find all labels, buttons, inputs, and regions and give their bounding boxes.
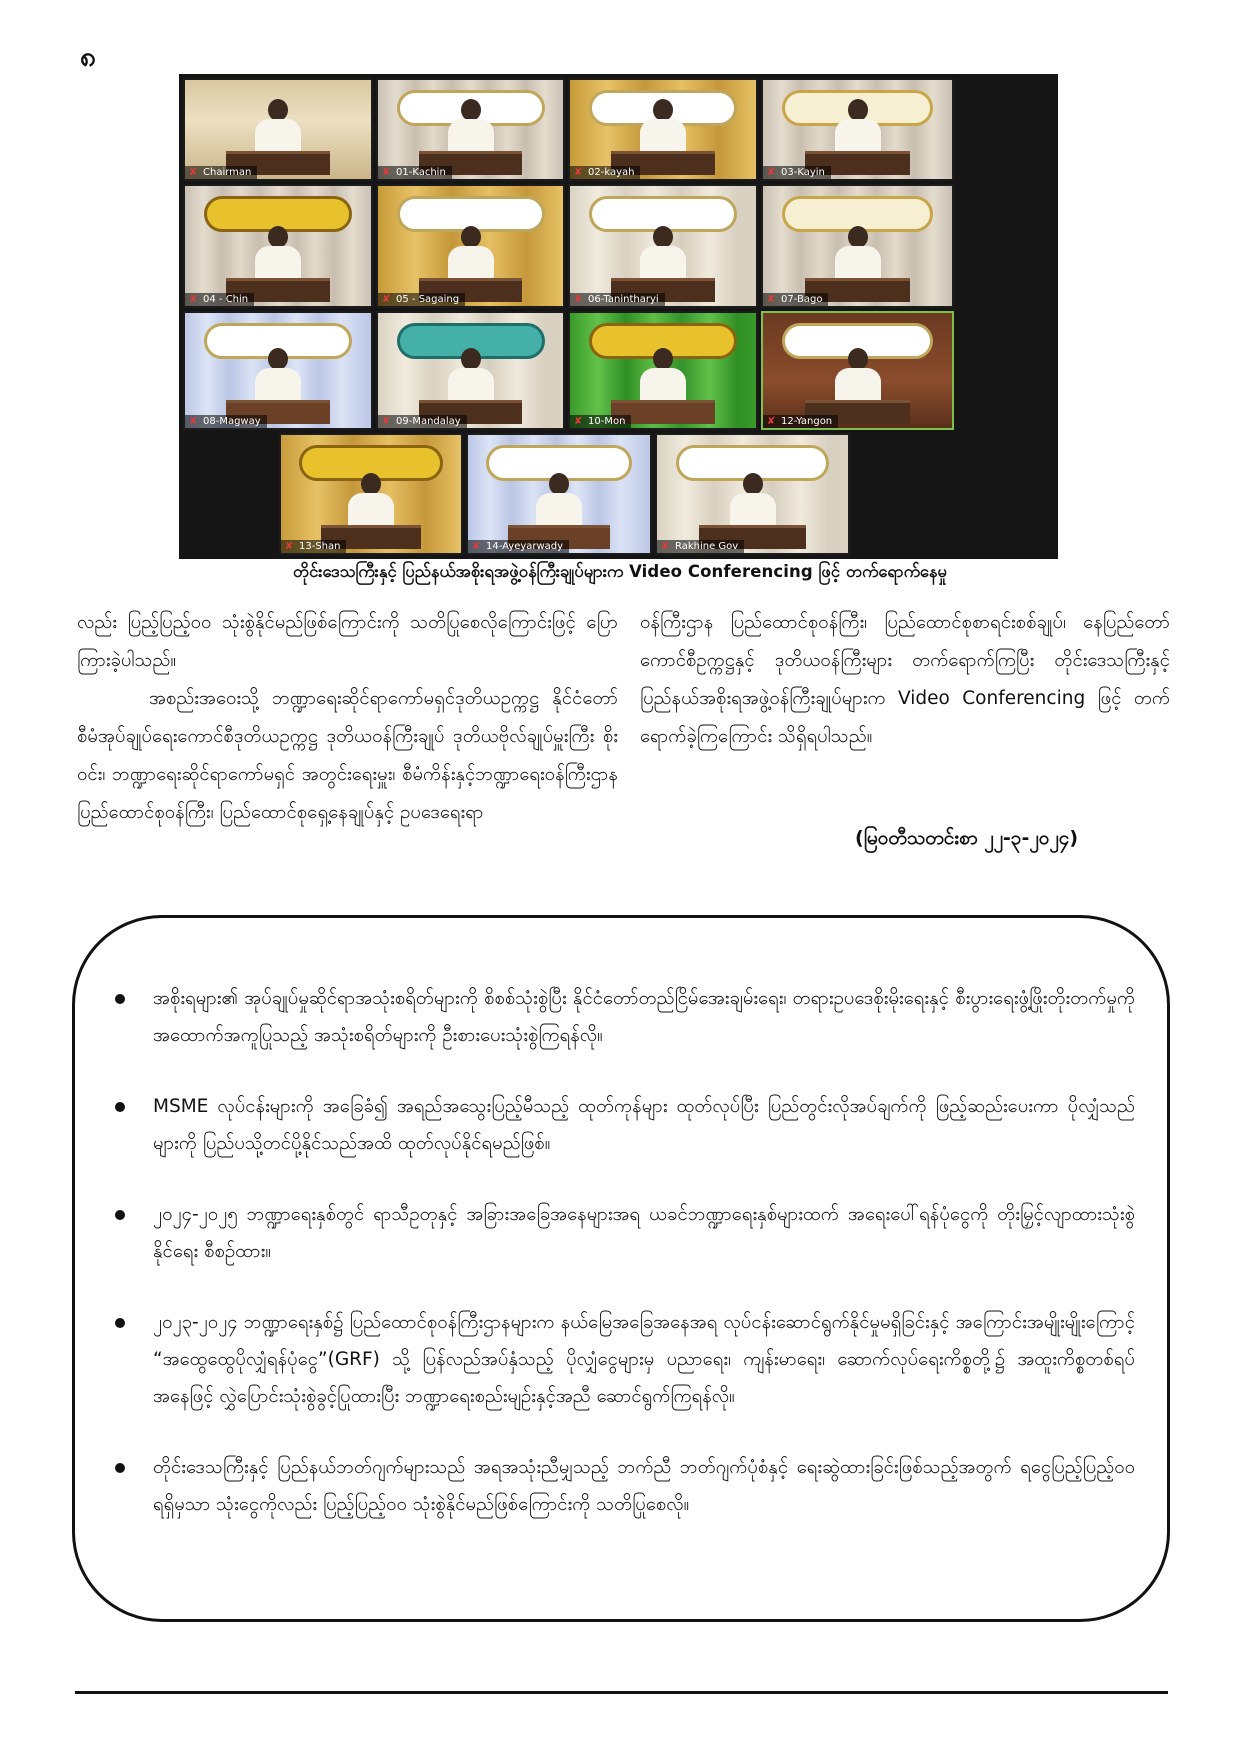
tile-label: ✘ 13-Shan: [281, 540, 346, 553]
bullet-icon: [115, 1102, 125, 1112]
video-tile: [568, 311, 758, 430]
bullet-text: ၂၀၂၃-၂၀၂၄ ဘဏ္ဍာရေးနှစ်၌ ပြည်ထောင်စုဝန်ကြီးဌာနများက နယ်မြေအခြေအနေအရ လုပ်ငန်းဆောင်ရွက်နိုင်မှုမရှိခြင်းနှင့် အကြောင်းအမျိုးမျိုးကြောင့် “အထွေထွေပိုလျှံရန်ပုံငွေ”(GRF) သို့ ပြန်လည်အပ်နှံသည့် ပိုလျှံငွေများမှ ပညာရေး၊ ကျန်းမာရေး၊ ဆောက်လုပ်ရေးကိစ္စတို့၌ အထူးကိစ္စတစ်ရပ်အနေဖြင့် လွှဲပြောင်းသုံးစွဲခွင့်ပြုထားပြီး ဘဏ္ဍာရေးစည်းမျဉ်းနှင့်အညီ ဆောင်ရွက်ကြရန်လို။: [153, 1312, 1135, 1407]
tile-label: ✘ 12-Yangon: [763, 415, 838, 428]
paragraph: ဝန်ကြီးဌာန ပြည်ထောင်စုဝန်ကြီး၊ ပြည်ထောင်စုစာရင်းစစ်ချုပ်၊ နေပြည်တော်ကောင်စီဥက္ကဋ္ဌနှင့် ဒုတိယဝန်ကြီးများ တက်ရောက်ကြပြီး တိုင်းဒေသကြီးနှင့် ပြည်နယ်အစိုးရအဖွဲ့ဝန်ကြီးချုပ်များက Video Conferencing ဖြင့် တက်ရောက်ခဲ့ကြကြောင်း သိရှိရပါသည်။: [640, 612, 1170, 747]
bullet-text: တိုင်းဒေသကြီးနှင့် ပြည်နယ်ဘတ်ဂျက်များသည် အရအသုံးညီမျှသည့် ဘက်ညီ ဘတ်ဂျက်ပုံစံနှင့် ရေးဆွဲထားခြင်းဖြစ်သည့်အတွက် ရငွေပြည့်ပြည့်ဝဝရရှိမှသာ သုံးငွေကိုလည်း ပြည့်ပြည့်ဝဝ သုံးစွဲနိုင်မည်ဖြစ်ကြောင်းကို သတိပြုစေလို။: [153, 1457, 1135, 1515]
tile-label: ✘ 08-Magway: [185, 415, 267, 428]
tile-label: ✘ 01-Kachin: [378, 166, 452, 179]
tile-label: ✘ 02-kayah: [570, 166, 640, 179]
video-tile: [376, 311, 565, 430]
tile-label: ✘ 14-Ayeyarwady: [468, 540, 569, 553]
video-tile: [279, 433, 463, 555]
tile-label: ✘ 07-Bago: [763, 293, 828, 306]
video-tile: [376, 184, 565, 308]
bullet-item: [115, 1304, 1135, 1415]
video-tile: [761, 78, 954, 181]
paragraph: အစည်းအဝေးသို့ ဘဏ္ဍာရေးဆိုင်ရာကော်မရှင်ဒုတိယဥက္ကဋ္ဌ နိုင်ငံတော်စီမံအုပ်ချုပ်ရေးကောင်စီဒုတိယဥက္ကဋ္ဌ ဒုတိယဝန်ကြီးချုပ် ဒုတိယဗိုလ်ချုပ်မှူးကြီး စိုးဝင်း၊ ဘဏ္ဍာရေးဆိုင်ရာကော်မရှင် အတွင်းရေးမှူး၊ စီမံကိန်းနှင့်ဘဏ္ဍာရေးဝန်ကြီးဌာန ပြည်ထောင်စုဝန်ကြီး၊ ပြည်ထောင်စုရှေ့နေချုပ်နှင့် ဥပဒေရေးရာ: [77, 688, 618, 823]
bullet-text: MSME လုပ်ငန်းများကို အခြေခံ၍ အရည်အသွေးပြည့်မီသည့် ထုတ်ကုန်များ ထုတ်လုပ်ပြီး ပြည်တွင်းလိုအပ်ချက်ကို ဖြည့်ဆည်းပေးကာ ပိုလျှံသည်များကို ပြည်ပသို့တင်ပို့နိုင်သည်အထိ ထုတ်လုပ်နိုင်ရမည်ဖြစ်။: [153, 1096, 1135, 1154]
bullet-item: [115, 1196, 1135, 1270]
tile-label: ✘ Chairman: [185, 166, 257, 179]
bottom-divider: [75, 1691, 1168, 1694]
photo-caption: တိုင်းဒေသကြီးနှင့် ပြည်နယ်အစိုးရအဖွဲ့ဝန်ကြီးချုပ်များက Video Conferencing ဖြင့် တက်ရောက်နေမှု: [292, 562, 948, 581]
video-tile: [183, 78, 373, 181]
bullet-item: [115, 1449, 1135, 1523]
bullet-icon: [115, 994, 125, 1004]
tile-label: ✘ 03-Kayin: [763, 166, 831, 179]
paragraph: လည်း ပြည့်ပြည့်ဝဝ သုံးစွဲနိုင်မည်ဖြစ်ကြောင်းကို သတိပြုစေလိုကြောင်းဖြင့် ပြောကြားခဲ့ပါသည်။: [77, 612, 618, 671]
bullet-icon: [115, 1318, 125, 1328]
tile-label: ✘ 05 - Sagaing: [378, 293, 465, 306]
tile-label: ✘ Rakhine Gov: [657, 540, 744, 553]
bullet-item: [115, 980, 1135, 1054]
source-credit: (မြဝတီသတင်းစာ ၂၂-၃-၂၀၂၄): [855, 827, 1079, 849]
article-column-right: [640, 604, 1170, 756]
tile-label: ✘ 09-Mandalay: [378, 415, 467, 428]
video-tile: [761, 184, 954, 308]
bullet-text: ၂၀၂၄-၂၀၂၅ ဘဏ္ဍာရေးနှစ်တွင် ရာသီဥတုနှင့် အခြားအခြေအနေများအရ ယခင်ဘဏ္ဍာရေးနှစ်များထက် အရေးပေါ်ရန်ပုံငွေကို တိုးမြှင့်လျာထားသုံးစွဲနိုင်ရေး စီစဉ်ထား။: [153, 1204, 1135, 1262]
video-tile: [466, 433, 652, 555]
bullet-icon: [115, 1463, 125, 1473]
tile-label: ✘ 04 - Chin: [185, 293, 254, 306]
video-tile: [183, 311, 373, 430]
tile-label: ✘ 06-Tanintharyi: [570, 293, 665, 306]
bullet-icon: [115, 1210, 125, 1220]
video-tile: [655, 433, 850, 555]
bullet-text: အစိုးရများ၏ အုပ်ချုပ်မှုဆိုင်ရာအသုံးစရိတ်များကို စိစစ်သုံးစွဲပြီး နိုင်ငံတော်တည်ငြိမ်အေးချမ်းရေး၊ တရားဥပဒေစိုးမိုးရေးနှင့် စီးပွားရေးဖွံ့ဖြိုးတိုးတက်မှုကို အထောက်အကူပြုသည့် အသုံးစရိတ်များကို ဦးစားပေးသုံးစွဲကြရန်လို။: [153, 988, 1135, 1046]
video-tile: [376, 78, 565, 181]
article-column-left: [77, 604, 618, 832]
video-tile: [568, 78, 758, 181]
video-conference-photo: [179, 74, 1058, 559]
tile-label: ✘ 10-Mon: [570, 415, 631, 428]
page-number: ၈: [80, 40, 96, 73]
video-tile: [568, 184, 758, 308]
video-tile: [183, 184, 373, 308]
video-tile: [761, 311, 954, 430]
summary-bullet-list: [115, 980, 1135, 1557]
bullet-item: [115, 1088, 1135, 1162]
